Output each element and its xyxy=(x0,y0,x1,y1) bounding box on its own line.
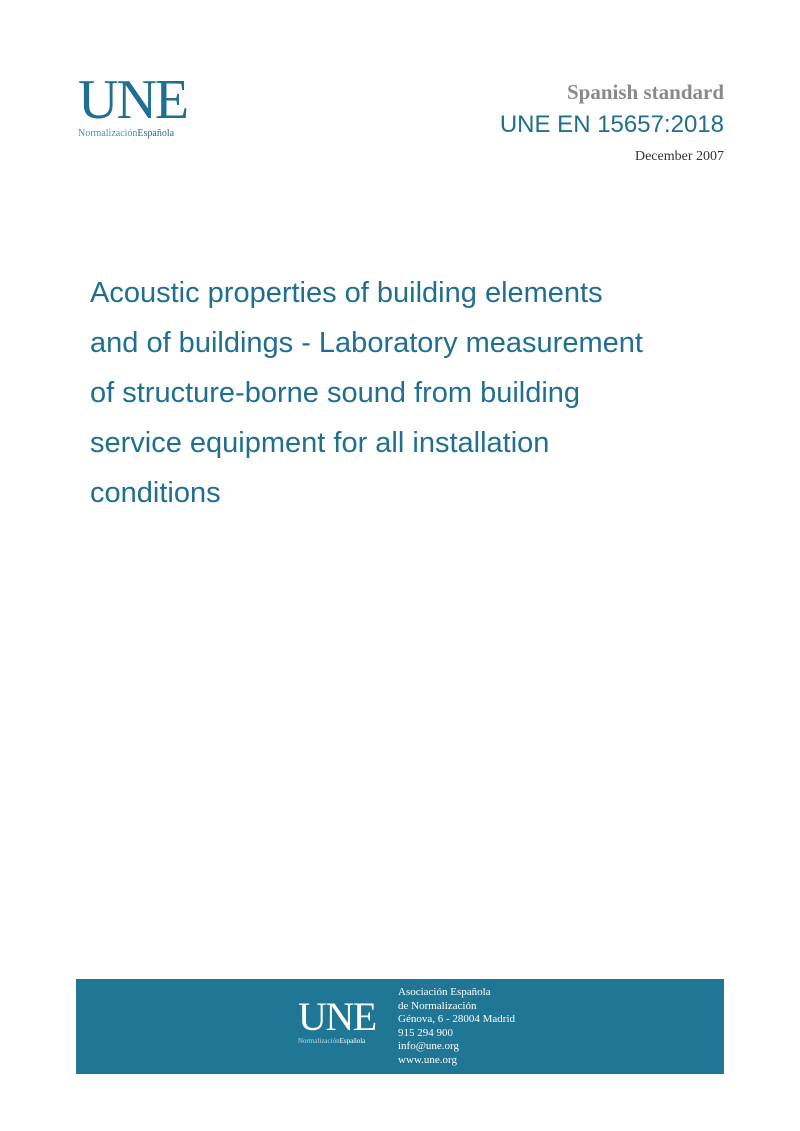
standard-header xyxy=(500,80,724,165)
org-phone: 915 294 900 xyxy=(398,1026,453,1039)
logo-wordmark: UNE xyxy=(78,69,188,131)
footer-logo-subtitle xyxy=(298,1037,376,1045)
footer-logo xyxy=(298,994,376,1045)
footer-logo-wordmark: UNE xyxy=(298,994,376,1039)
title-line: and of buildings - Laboratory measurement xyxy=(90,327,643,359)
standard-date: December 2007 xyxy=(634,149,724,164)
logo-subtitle xyxy=(78,128,208,139)
footer-logo-subtitle-bold: Española xyxy=(339,1037,366,1045)
standard-code: UNE EN 15657:2018 xyxy=(499,111,724,138)
une-logo xyxy=(78,69,208,139)
logo-subtitle-bold: Española xyxy=(137,128,175,139)
org-address: Génova, 6 - 28004 Madrid xyxy=(398,1013,516,1025)
title-line: of structure-borne sound from building xyxy=(90,377,581,409)
title-line: service equipment for all installation xyxy=(90,427,550,459)
footer-contact-info xyxy=(398,986,515,1067)
standard-type: Spanish standard xyxy=(567,80,724,104)
title-line: conditions xyxy=(90,477,221,509)
document-title xyxy=(90,268,730,518)
footer-logo-subtitle-light: Normalización xyxy=(298,1037,340,1045)
org-name-line2: de Normalización xyxy=(398,999,477,1012)
org-email-link[interactable]: info@une.org xyxy=(398,1040,459,1052)
org-name-line1: Asociación Española xyxy=(398,986,491,998)
title-line: Acoustic properties of building elements xyxy=(90,277,603,309)
org-website-link[interactable]: www.une.org xyxy=(398,1053,457,1066)
logo-subtitle-light: Normalización xyxy=(78,128,138,139)
footer-banner xyxy=(76,979,724,1074)
